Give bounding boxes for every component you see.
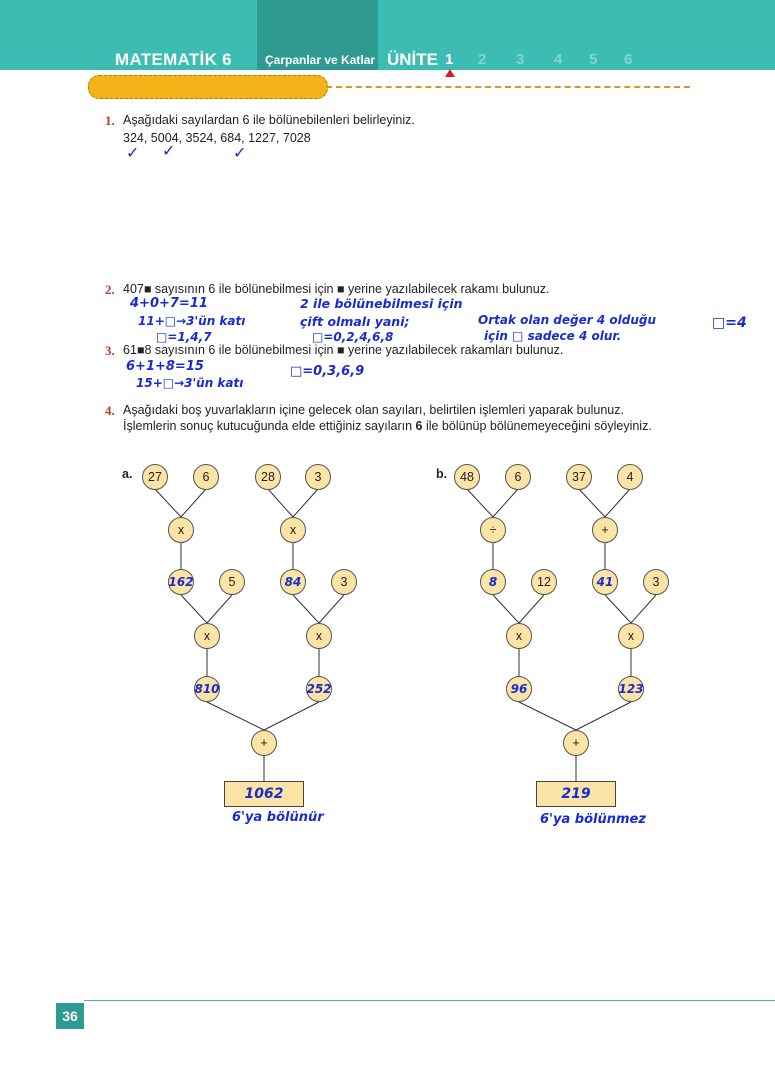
tree-a-low-right — [306, 676, 332, 702]
chapter-topic: Çarpanlar ve Katlar — [265, 53, 376, 67]
q4-text-2c: ile bölünüp bölünemeyeceğini söyleyiniz. — [422, 419, 652, 433]
tree-b-mid-given-right: 3 — [643, 569, 669, 595]
unit-6: 6 — [624, 51, 633, 68]
q3-number: 3. — [105, 343, 115, 358]
unit-5: 5 — [589, 51, 598, 68]
tree-a-mid-right — [280, 569, 306, 595]
tree-b-mid-right-value: 41 — [596, 575, 614, 589]
tree-a-op1-right: x — [280, 517, 306, 543]
q1-number: 1. — [105, 113, 115, 128]
tree-b-op3: + — [563, 730, 589, 756]
page-number: 36 — [56, 1003, 84, 1029]
tree-b-mid-given-left: 12 — [531, 569, 557, 595]
unit-4: 4 — [554, 51, 563, 68]
tree-a-op1-left: x — [168, 517, 194, 543]
q1-text: Aşağıdaki sayılardan 6 ile bölünebilenleri belirleyiniz. — [123, 113, 415, 127]
q2-hand-l1: 4+0+7=11 — [130, 296, 208, 311]
q2-hand-r2: için □ sadece 4 olur. — [484, 329, 622, 343]
tree-b-op2-left: x — [506, 623, 532, 649]
tree-b-mid-right — [592, 569, 618, 595]
tree-a-top-4: 3 — [305, 464, 331, 490]
tree-b-op2-right: x — [618, 623, 644, 649]
tree-b-low-left-value: 96 — [510, 682, 528, 696]
tree-a-result-box — [224, 781, 304, 807]
q4-text-2a: İşlemlerin sonuç kutucuğunda elde ettiğiniz sayıların — [123, 419, 416, 433]
q3-hand-m1: □=0,3,6,9 — [290, 364, 365, 379]
q2-hand-l3: □=1,4,7 — [156, 330, 212, 344]
q2-hand-r1: Ortak olan değer 4 olduğu — [478, 313, 656, 327]
tree-a-note: 6'ya bölünür — [232, 810, 324, 825]
q2-hand-r3: □=4 — [712, 315, 747, 331]
tree-b-result-box — [536, 781, 616, 807]
q2-hand-l2: 11+□→3'ün katı — [138, 314, 246, 328]
q3-text: 61■8 sayısının 6 ile bölünebilmesi için ■ yerine yazılabilecek rakamları bulunuz. — [123, 343, 564, 357]
q1-check-3: ✓ — [233, 143, 247, 162]
q4-number: 4. — [105, 403, 115, 418]
tree-a-mid-given-right: 3 — [331, 569, 357, 595]
tree-a-top-2: 6 — [193, 464, 219, 490]
q2-hand-m3: □=0,2,4,6,8 — [312, 330, 394, 344]
tree-b-top-1: 48 — [454, 464, 480, 490]
tree-a-op3: + — [251, 730, 277, 756]
unit-label: ÜNİTE — [387, 50, 438, 69]
q2-hand-m2: çift olmalı yani; — [300, 314, 410, 329]
tree-a-low-right-value: 252 — [306, 682, 332, 696]
tree-b-mid-left-value: 8 — [488, 575, 498, 589]
tree-b-top-3: 37 — [566, 464, 592, 490]
tree-a-result-value: 1062 — [244, 786, 284, 802]
q1-numbers: 324, 5004, 3524, 684, 1227, 7028 — [123, 131, 311, 145]
unit-3: 3 — [516, 51, 525, 68]
q4-text-1: Aşağıdaki boş yuvarlakların içine gelecek olan sayıları, belirtilen işlemleri yaparak bulunuz. — [123, 403, 624, 417]
q3-hand-l1: 6+1+8=15 — [126, 359, 204, 374]
q1-check-1: ✓ — [126, 143, 140, 162]
q2-text: 407■ sayısının 6 ile bölünebilmesi için ■ yerine yazılabilecek rakamı bulunuz. — [123, 282, 550, 296]
tree-b-top-2: 6 — [505, 464, 531, 490]
q2-hand-m1: 2 ile bölünebilmesi için — [300, 296, 463, 311]
tree-b-low-right — [618, 676, 644, 702]
tree-a-low-left — [194, 676, 220, 702]
tree-b-top-4: 4 — [617, 464, 643, 490]
tree-a-mid-given-left: 5 — [219, 569, 245, 595]
tree-a-mid-left — [168, 569, 194, 595]
q3-hand-l2: 15+□→3'ün katı — [136, 376, 244, 390]
q1-check-2: ✓ — [162, 141, 176, 160]
tree-b-low-left — [506, 676, 532, 702]
tree-a-label: a. — [122, 467, 133, 481]
tree-a-top-3: 28 — [255, 464, 281, 490]
tree-b-result-value: 219 — [561, 786, 591, 802]
unit-1: 1 — [445, 51, 454, 68]
tree-b-label: b. — [436, 467, 448, 481]
tree-a-mid-right-value: 84 — [284, 575, 302, 589]
tree-b-mid-left — [480, 569, 506, 595]
q2-number: 2. — [105, 282, 115, 297]
footer-line — [84, 1000, 775, 1001]
tree-b-op1-left: ÷ — [480, 517, 506, 543]
tree-a-low-left-value: 810 — [194, 682, 220, 696]
unit-2: 2 — [478, 51, 487, 68]
tree-a-top-1: 27 — [142, 464, 168, 490]
tree-b-op1-right: + — [592, 517, 618, 543]
book-title: MATEMATİK 6 — [115, 50, 232, 69]
tree-b-note: 6'ya bölünmez — [540, 812, 646, 827]
tree-b-low-right-value: 123 — [618, 682, 644, 696]
tree-a-op2-left: x — [194, 623, 220, 649]
q4-text-2b: 6 — [415, 419, 423, 433]
tree-a-op2-right: x — [306, 623, 332, 649]
tree-a-mid-left-value: 162 — [168, 575, 194, 589]
